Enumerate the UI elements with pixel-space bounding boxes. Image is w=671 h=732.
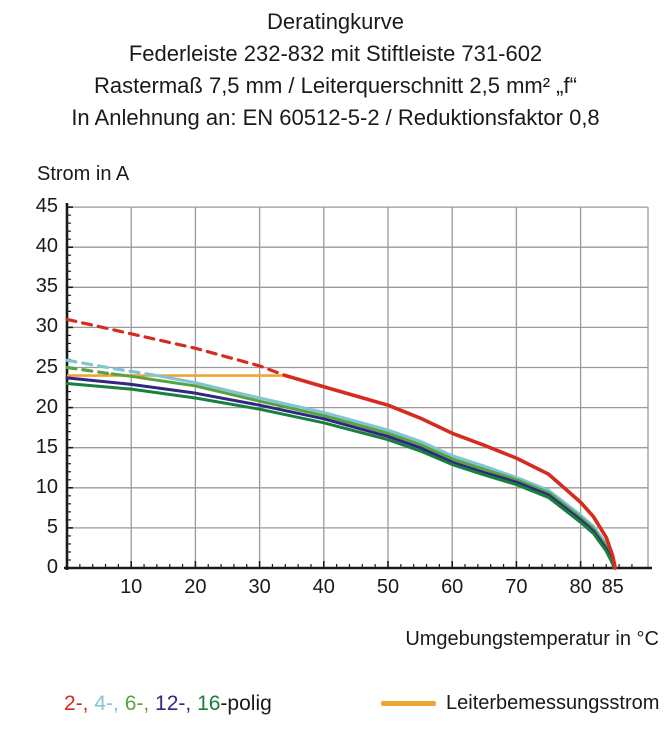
x-tick-label: 50 — [376, 576, 400, 598]
poles-legend-part: 16 — [197, 692, 221, 715]
x-tick-label: 30 — [248, 576, 271, 598]
x-tick-label: 40 — [312, 576, 335, 598]
y-tick-label: 10 — [35, 475, 58, 498]
x-tick-label: 10 — [120, 576, 143, 598]
poles-legend-part: 2-, — [64, 692, 95, 715]
y-tick-label: 45 — [35, 195, 58, 218]
y-tick-label: 20 — [35, 395, 58, 418]
title-line-1: Deratingkurve — [267, 9, 404, 34]
y-axis-label: Strom in A — [37, 163, 130, 185]
reference-legend-label: Leiterbemessungsstrom — [446, 692, 660, 714]
y-tick-label: 25 — [35, 355, 58, 378]
poles-legend-part: -polig — [220, 692, 272, 715]
y-tick-label: 15 — [35, 435, 58, 458]
poles-legend-part: 4-, — [94, 692, 125, 715]
title-line-2: Federleiste 232-832 mit Stiftleiste 731-602 — [128, 41, 543, 66]
x-tick-label: 70 — [505, 576, 528, 598]
title-line-4: In Anlehnung an: EN 60512-5-2 / Reduktionsfaktor 0,8 — [71, 105, 600, 130]
x-tick-label: 85 — [601, 576, 624, 598]
y-tick-label: 0 — [46, 556, 58, 578]
y-tick-label: 40 — [35, 235, 58, 258]
poles-legend — [64, 692, 272, 716]
poles-legend-part: 6-, — [124, 692, 156, 715]
x-tick-label: 20 — [184, 576, 207, 598]
reference-legend — [381, 692, 659, 715]
y-tick-label: 30 — [35, 315, 58, 338]
title-line-3: Rastermaß 7,5 mm / Leiterquerschnitt 2,5 mm² „f“ — [94, 73, 577, 98]
y-tick-label: 35 — [35, 275, 58, 298]
poles-legend-part: 12-, — [155, 692, 198, 715]
y-tick-label: 5 — [46, 515, 58, 538]
reference-line-swatch — [381, 701, 436, 706]
x-tick-label: 80 — [569, 576, 592, 598]
x-axis-label: Umgebungstemperatur in °C — [405, 628, 659, 650]
x-tick-label: 60 — [441, 576, 464, 598]
